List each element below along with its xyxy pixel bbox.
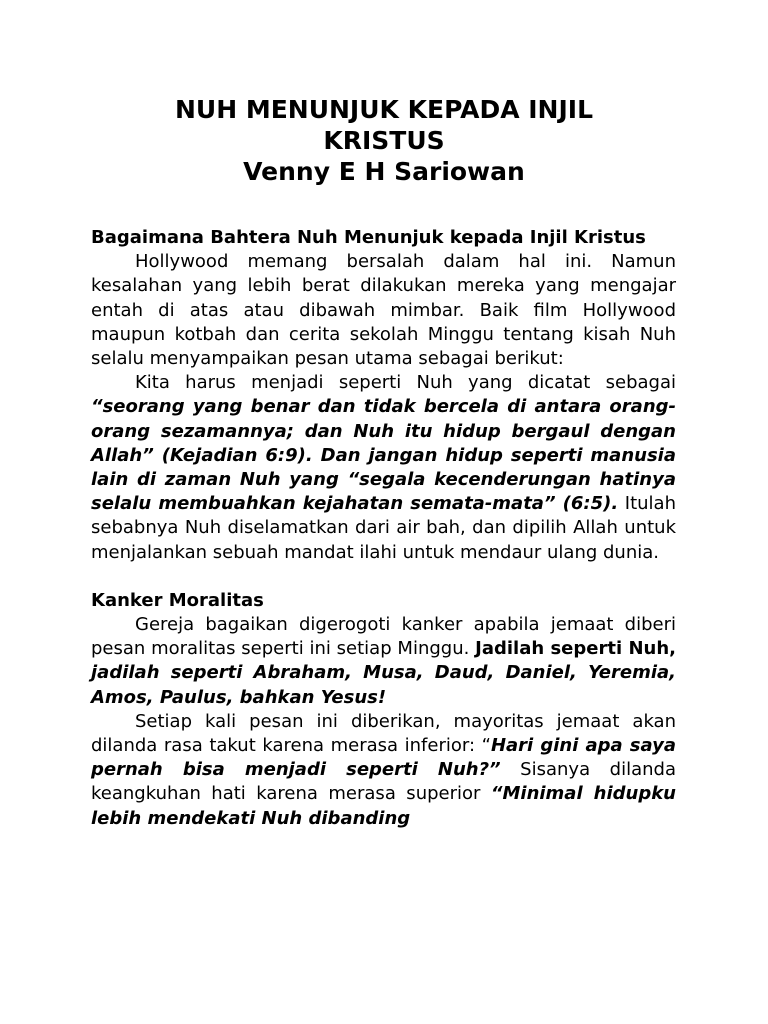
quote-minimal-hidupku: “Minimal hidupku lebih mendekati Nuh dibanding <box>91 783 676 829</box>
quote-kejadian: “seorang yang benar dan tidak bercela di antara orang-orang sezamannya; dan Nuh itu hidup bergaul dengan Allah” (Kejadian 6:9). Dan jangan hidup seperti manusia lain di zaman Nuh yang “segala kecenderungan hatinya selalu membuahkan kejahatan semata-mata” (6:5). <box>91 396 676 515</box>
quote-hari-gini: Hari gini apa saya pernah bisa menjadi seperti Nuh?” <box>91 735 676 781</box>
paragraph-setiap-kali-mid: Sisanya dilanda keangkuhan hati karena merasa superior <box>91 759 676 805</box>
exhortation-bold-italic: jadilah seperti Abraham, Musa, Daud, Daniel, Yeremia, Amos, Paulus, bahkan Yesus! <box>91 662 676 708</box>
section-heading-kanker-moralitas: Kanker Moralitas <box>91 589 264 611</box>
paragraph-setiap-kali-intro: Setiap kali pesan ini diberikan, mayoritas jemaat akan dilanda rasa takut karena merasa inferior: “ <box>91 710 676 757</box>
document-title-line-2: KRISTUS <box>323 126 445 155</box>
paragraph-seperti-nuh <box>91 371 676 565</box>
paragraph-seperti-nuh-outro: Itulah sebabnya Nuh diselamatkan dari air bah, dan dipilih Allah untuk menjalankan sebuah mandat ilahi untuk mendaur ulang dunia. <box>91 493 676 563</box>
paragraph-gereja <box>91 613 676 710</box>
paragraph-hollywood: Hollywood memang bersalah dalam hal ini. Namun kesalahan yang lebih berat dilakukan mereka yang mengajar entah di atas atau dibawah mimbar. Baik film Hollywood maupun kotbah dan cerita sekolah Minggu tentang kisah Nuh selalu menyampaikan pesan utama sebagai berikut: <box>91 251 676 370</box>
section-spacer <box>91 565 676 589</box>
paragraph-gereja-intro: Gereja bagaikan digerogoti kanker apabila jemaat diberi pesan moralitas seperti ini setiap Minggu. <box>91 614 676 660</box>
section-heading-bahtera: Bagaimana Bahtera Nuh Menunjuk kepada Injil Kristus <box>91 227 646 248</box>
document-title-block <box>0 94 768 187</box>
exhortation-bold: Jadilah seperti Nuh, <box>475 638 676 660</box>
document-body <box>91 226 676 831</box>
document-author: Venny E H Sariowan <box>243 157 525 186</box>
document-title-line-1: NUH MENUNJUK KEPADA INJIL <box>174 95 594 124</box>
paragraph-seperti-nuh-intro: Kita harus menjadi seperti Nuh yang dicatat sebagai <box>135 372 676 394</box>
paragraph-setiap-kali <box>91 710 676 831</box>
